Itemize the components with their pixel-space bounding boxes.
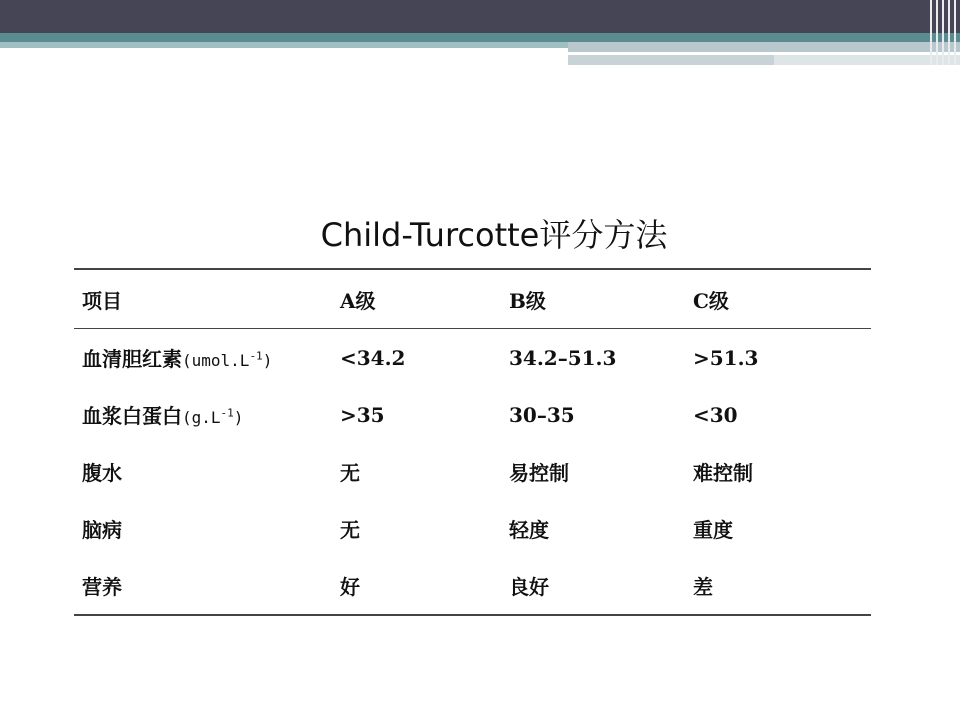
row-grade-c: 难控制 xyxy=(693,461,753,485)
row-unit: $(umol.L^{-1})$ xyxy=(182,349,273,370)
row-grade-a: 无 xyxy=(340,518,360,542)
row-grade-a: 好 xyxy=(340,575,360,599)
row-item: 血清胆红素$(umol.L^{-1})$ xyxy=(82,347,273,371)
header-band-gray xyxy=(568,42,960,52)
row-grade-a: <34.2 xyxy=(340,345,406,370)
row-item: 脑病 xyxy=(82,518,122,542)
table-row xyxy=(74,500,871,557)
table-row xyxy=(74,329,871,386)
table-row xyxy=(74,443,871,500)
header-band-teal xyxy=(0,33,960,42)
row-grade-b: 易控制 xyxy=(509,461,569,485)
row-item: 血浆白蛋白$(g.L^{-1})$ xyxy=(82,404,244,428)
row-grade-a: 无 xyxy=(340,461,360,485)
row-grade-b: 30–35 xyxy=(509,402,575,427)
table-row xyxy=(74,386,871,443)
row-grade-a: >35 xyxy=(340,402,385,427)
row-item: 腹水 xyxy=(82,461,122,485)
header-grade-a: A级 xyxy=(340,288,376,313)
row-grade-b: 轻度 xyxy=(509,518,549,542)
slide-title: Child-Turcotte评分方法 xyxy=(320,216,668,254)
row-grade-c: 差 xyxy=(693,575,713,599)
row-item: 营养 xyxy=(82,575,122,599)
header-band-dark xyxy=(0,0,960,33)
row-grade-c: >51.3 xyxy=(693,345,759,370)
row-unit: $(g.L^{-1})$ xyxy=(182,406,244,427)
header-band-pale xyxy=(568,55,774,65)
child-turcotte-table xyxy=(74,268,871,616)
table-header-row xyxy=(74,270,871,329)
row-grade-c: 重度 xyxy=(693,518,733,542)
header-vertical-stripes xyxy=(928,0,960,65)
header-item: 项目 xyxy=(82,288,122,313)
header-band-light-teal xyxy=(0,42,568,48)
row-grade-b: 34.2–51.3 xyxy=(509,345,617,370)
row-grade-c: <30 xyxy=(693,402,738,427)
header-grade-b: B级 xyxy=(509,288,546,313)
header-grade-c: C级 xyxy=(693,288,729,313)
row-grade-b: 良好 xyxy=(509,575,549,599)
table-row xyxy=(74,557,871,614)
